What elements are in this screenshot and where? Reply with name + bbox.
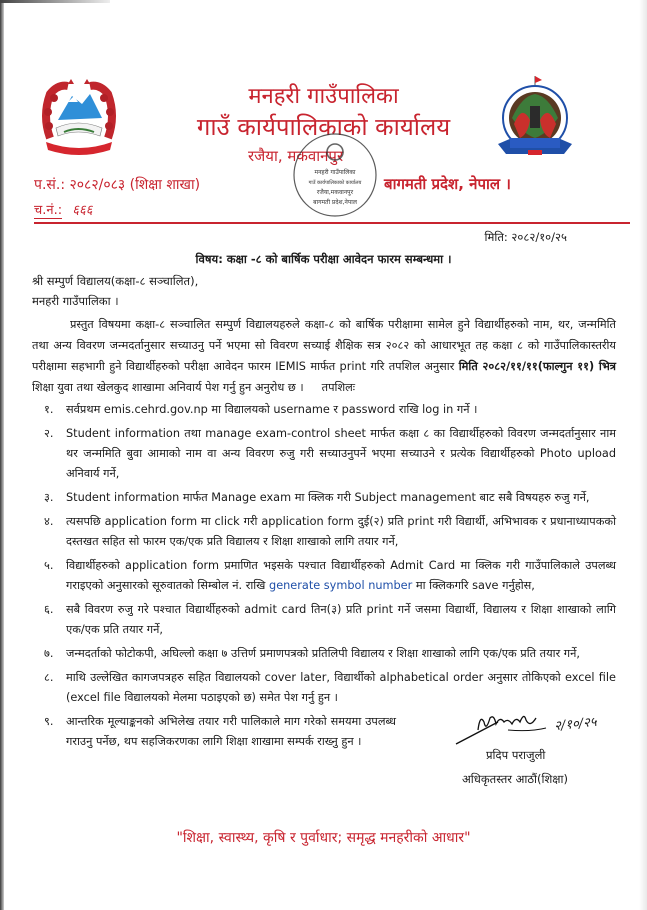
item-text: माथि उल्लेखित कागजपत्रहरु सहित विद्यालयको cover later, विद्यार्थीको alphabetical order अनुसार तोकिएको excel file (excel file विद्यालयको मेलमा पठाइएको छ) समेत पेश गर्नु हुन । — [66, 671, 616, 704]
province-name: बागमती प्रदेश, नेपाल । — [384, 175, 511, 193]
dispatch-number — [34, 200, 93, 218]
item-text — [66, 556, 616, 596]
dispatch-label: च.नं.: — [34, 203, 63, 218]
office-seal-stamp-icon — [292, 132, 378, 218]
scan-edge-top — [0, 0, 110, 3]
item-number: १. — [44, 403, 54, 416]
list-item — [44, 668, 616, 708]
item-text: आन्तरिक मूल्याङ्कनको अभिलेख तयार गरी पालिकाले माग गरेको समयमा उपलब्ध गराउनु पर्नेछ, थप सहजिकरणका लागि शिक्षा शाखामा सम्पर्क राख्नु हुन । — [66, 715, 396, 748]
dispatch-value: ६६६ — [72, 203, 93, 218]
item-text: त्यसपछि application form मा click गरी application form दुई(२) प्रति print गरी विद्यार्थी, अभिभावक र प्रधानाध्यापकको दस्तखत सहित सो फारम एक/एक प्रति विद्यालय र शिक्षा शाखाको लागि तयार गर्ने, — [66, 515, 616, 548]
item-text: जन्मदर्ताको फोटोकपी, अघिल्लो कक्षा ७ उत्तिर्ण प्रमाणपत्रको प्रतिलिपी विद्यालय र शिक्षा शाखाको लागि एक/एक प्रति तयार गर्ने, — [66, 647, 581, 660]
body-main: प्रस्तुत विषयमा कक्षा-८ सञ्चालित सम्पुर्ण विद्यालयहरुले कक्षा-८ को बार्षिक परीक्षामा सामेल हुने विद्यार्थीहरुको नाम, थर, जन्ममिति तथा अन्य विवरण जन्मदर्तानुसार सच्याउनु पर्ने भएमा सो विवरण सच्याई शैक्षिक सत्र २०८२ को आधारभूत तह कक्षा ८ को गाउँपालिकास्तरीय परीक्षामा सहभागी हुने विद्यार्थीहरुको परीक्षा आवेदन फारम IEMIS मार्फत print गरि तपशिल अनुसार — [32, 318, 616, 373]
municipality-name: मनहरी गाउँपालिका — [248, 84, 399, 109]
item-text: सबै विवरण रुजु गरे पश्चात विद्यार्थीहरुको admit card तिन(३) प्रति print गर्ने जसमा विद्यार्थी, विद्यालय र शिक्षा शाखाको लागि एक/एक प्रति तयार गर्ने, — [66, 603, 616, 636]
list-item — [44, 600, 616, 640]
letter-subject: विषय: कक्षा -८ को बार्षिक परीक्षा आवेदन फारम सम्बन्धमा । — [195, 252, 452, 266]
list-item — [44, 512, 616, 552]
recipient-line-1: श्री सम्पुर्ण विद्यालय(कक्षा-८ सञ्चालित), — [32, 274, 199, 288]
signature-date: २/१०/२५ — [553, 714, 598, 735]
list-item — [44, 488, 616, 508]
footer-slogan: "शिक्षा, स्वास्थ्य, कृषि र पुर्वाधार; समृद्ध मनहरीको आधार" — [176, 830, 471, 846]
details-label: तपशिलः — [321, 381, 356, 394]
reference-number — [34, 175, 200, 194]
item-number: ४. — [44, 515, 54, 528]
generate-symbol-number-text: generate symbol number — [269, 579, 413, 592]
stamp-line-3: रजैया,मकवानपुर — [316, 189, 354, 196]
list-item — [44, 644, 616, 664]
item-text-after: मा क्लिकगरि save गर्नुहोस, — [415, 579, 535, 592]
body-end: शिक्षा युवा तथा खेलकुद शाखामा अनिवार्य पेश गर्नु हुन अनुरोध छ । — [32, 381, 304, 394]
list-item — [44, 556, 616, 596]
item-number: ९. — [44, 715, 54, 728]
signature-block — [450, 710, 630, 788]
office-name: गाउँ कार्यपालिकाको कार्यालय — [196, 113, 451, 141]
letter-date: मिति: २०८२/१०/२५ — [484, 230, 567, 244]
item-number: २. — [44, 427, 54, 440]
item-number: ७. — [44, 647, 54, 660]
signer-name: प्रदिप पराजुली — [486, 748, 546, 762]
reference-value: २०८२/०८३ (शिक्षा शाखा) — [69, 177, 201, 193]
reference-label: प.सं.: — [34, 177, 66, 193]
office-location: रजैया, मकवानपुर — [248, 147, 344, 165]
list-item — [44, 400, 616, 420]
dispatch-underline — [34, 218, 62, 219]
item-number: ३. — [44, 491, 54, 504]
signer-title: अधिकृतस्तर आठौं(शिक्षा) — [462, 772, 569, 786]
recipient-line-2: मनहरी गाउँपालिका । — [32, 294, 119, 308]
header-divider — [34, 222, 630, 224]
body-deadline: मिति २०८२/११/११(फाल्गुन ११) भित्र — [458, 360, 617, 373]
item-number: ६. — [44, 603, 54, 616]
stamp-line-4: बागमती प्रदेश,नेपाल — [313, 199, 357, 206]
item-number: ८. — [44, 671, 54, 684]
stamp-line-2: गाउँ कार्यपालिकाको कार्यालय — [308, 180, 362, 186]
letter-content — [32, 314, 616, 756]
stamp-line-1: मनहरी गाउँपालिका — [314, 169, 356, 176]
item-text: Student information तथा manage exam-control sheet मार्फत कक्षा ८ का विद्यार्थीहरुको विवरण जन्मदर्तानुसार नाम थर जन्ममिति बुवा आमाको नाम वा अन्य विवरण रुजु गरी सच्याउनुपर्ने भएमा सच्याउने र प्रत्येक विद्यार्थीहरुको Photo upload अनिवार्य गर्ने, — [66, 427, 616, 480]
item-text: Student information मार्फत Manage exam मा क्लिक गरी Subject management बाट सबै विषयहरु रुजु गर्ने, — [66, 491, 590, 504]
letter-body — [32, 314, 616, 398]
item-text: सर्वप्रथम emis.cehrd.gov.np मा विद्यालयको username र password राखि log in गर्ने । — [66, 403, 478, 416]
list-item — [44, 424, 616, 484]
item-number: ५. — [44, 559, 54, 572]
item-text-before: विद्यार्थीहरुको application form प्रमाणित भइसके पश्चात विद्यार्थीहरुको Admit Card मा क्लिक गरी गाउँपालिकाले उपलब्ध गराइएको अनुसारको सूरुवातको सिम्बोल नं. राखि — [66, 559, 616, 592]
instruction-list — [32, 400, 616, 752]
